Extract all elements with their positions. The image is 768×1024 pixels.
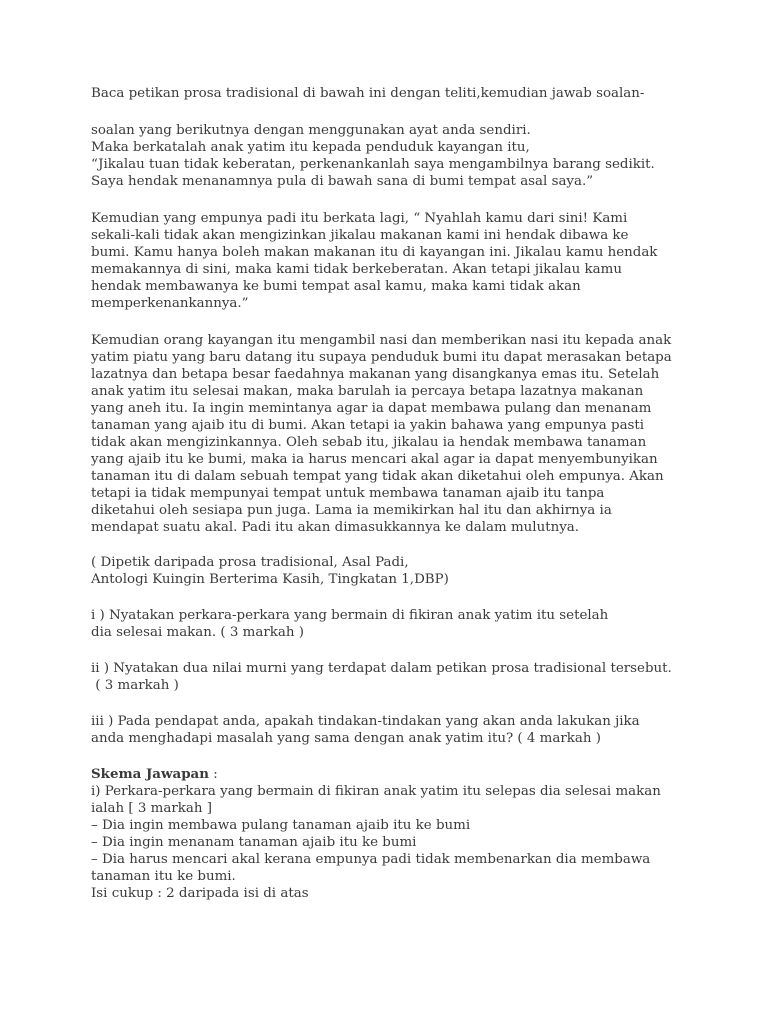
answer-scheme <box>91 766 711 902</box>
text-line: ialah [ 3 markah ] <box>91 801 212 816</box>
text-line: “Jikalau tuan tidak keberatan, perkenankanlah saya mengambilnya barang sedikit. <box>91 157 655 172</box>
text-line: anda menghadapi masalah yang sama dengan anak yatim itu? ( 4 markah ) <box>91 731 601 746</box>
text-line: tanaman itu di dalam sebuah tempat yang tidak akan diketahui oleh empunya. Akan <box>91 469 664 484</box>
question-3 <box>91 713 711 747</box>
text-line: Antologi Kuingin Berterima Kasih, Tingkatan 1,DBP) <box>91 572 449 587</box>
text-line: tanaman yang ajaib itu di bumi. Akan tetapi ia yakin bahawa yang empunya pasti <box>91 418 645 433</box>
text-line: soalan yang berikutnya dengan menggunakan ayat anda sendiri. <box>91 123 531 138</box>
question-2 <box>91 660 711 694</box>
answer-heading: Skema Jawapan <box>91 766 209 782</box>
intro-instruction <box>91 85 711 102</box>
text-line: tetapi ia tidak mempunyai tempat untuk membawa tanaman ajaib itu tanpa <box>91 486 605 501</box>
text-line: yang aneh itu. Ia ingin memintanya agar ia dapat membawa pulang dan menanam <box>91 401 652 416</box>
text-line: Kemudian orang kayangan itu mengambil nasi dan memberikan nasi itu kepada anak <box>91 333 672 348</box>
text-line: hendak membawanya ke bumi tempat asal kamu, maka kami tidak akan <box>91 279 581 294</box>
question-1 <box>91 607 711 641</box>
text-line: tanaman itu ke bumi. <box>91 869 236 884</box>
text-line: Kemudian yang empunya padi itu berkata lagi, “ Nyahlah kamu dari sini! Kami <box>91 211 628 226</box>
text-line: i) Perkara-perkara yang bermain di fikiran anak yatim itu selepas dia selesai makan <box>91 784 661 799</box>
text-line: bumi. Kamu hanya boleh makan makanan itu di kayangan ini. Jikalau kamu hendak <box>91 245 658 260</box>
text-line: i ) Nyatakan perkara-perkara yang bermain di fikiran anak yatim itu setelah <box>91 608 609 623</box>
document-page <box>91 85 711 902</box>
text-line: lazatnya dan betapa besar faedahnya makanan yang disangkanya emas itu. Setelah <box>91 367 660 382</box>
text-line: anak yatim itu selesai makan, maka barulah ia percaya betapa lazatnya makanan <box>91 384 644 399</box>
text-line: Saya hendak menanamnya pula di bawah sana di bumi tempat asal saya.” <box>91 174 594 189</box>
text-line: tidak akan mengizinkannya. Oleh sebab itu, jikalau ia hendak membawa tanaman <box>91 435 647 450</box>
source-citation <box>91 554 711 588</box>
text-line: yang ajaib itu ke bumi, maka ia harus mencari akal agar ia dapat menyembunyikan <box>91 452 658 467</box>
passage-paragraph-2 <box>91 210 711 312</box>
text-line: ( Dipetik daripada prosa tradisional, Asal Padi, <box>91 555 409 570</box>
text-line: Maka berkatalah anak yatim itu kepada penduduk kayangan itu, <box>91 140 530 155</box>
text-line: – Dia ingin membawa pulang tanaman ajaib itu ke bumi <box>91 818 471 833</box>
text-line: – Dia harus mencari akal kerana empunya padi tidak membenarkan dia membawa <box>91 852 651 867</box>
text-line: Isi cukup : 2 daripada isi di atas <box>91 886 309 901</box>
text-line: – Dia ingin menanam tanaman ajaib itu ke bumi <box>91 835 417 850</box>
text-line: ii ) Nyatakan dua nilai murni yang terdapat dalam petikan prosa tradisional tersebut. <box>91 661 672 676</box>
text-line: mendapat suatu akal. Padi itu akan dimasukkannya ke dalam mulutnya. <box>91 520 580 535</box>
text-line: sekali-kali tidak akan mengizinkan jikalau makanan kami ini hendak dibawa ke <box>91 228 629 243</box>
text-line: memperkenankannya.” <box>91 296 249 311</box>
text-line: diketahui oleh sesiapa pun juga. Lama ia memikirkan hal itu dan akhirnya ia <box>91 503 612 518</box>
answer-heading-suffix: : <box>208 767 218 782</box>
text-line: yatim piatu yang baru datang itu supaya penduduk bumi itu dapat merasakan betapa <box>91 350 672 365</box>
passage-paragraph-3 <box>91 332 711 536</box>
text-line: dia selesai makan. ( 3 markah ) <box>91 625 304 640</box>
text-line: memakannya di sini, maka kami tidak berkeberatan. Akan tetapi jikalau kamu <box>91 262 622 277</box>
answer-heading-line <box>91 766 711 783</box>
passage-paragraph-1 <box>91 122 711 190</box>
text-line: ( 3 markah ) <box>91 678 179 693</box>
text-line: iii ) Pada pendapat anda, apakah tindakan-tindakan yang akan anda lakukan jika <box>91 714 640 729</box>
text-line: Baca petikan prosa tradisional di bawah ini dengan teliti,kemudian jawab soalan- <box>91 86 645 101</box>
